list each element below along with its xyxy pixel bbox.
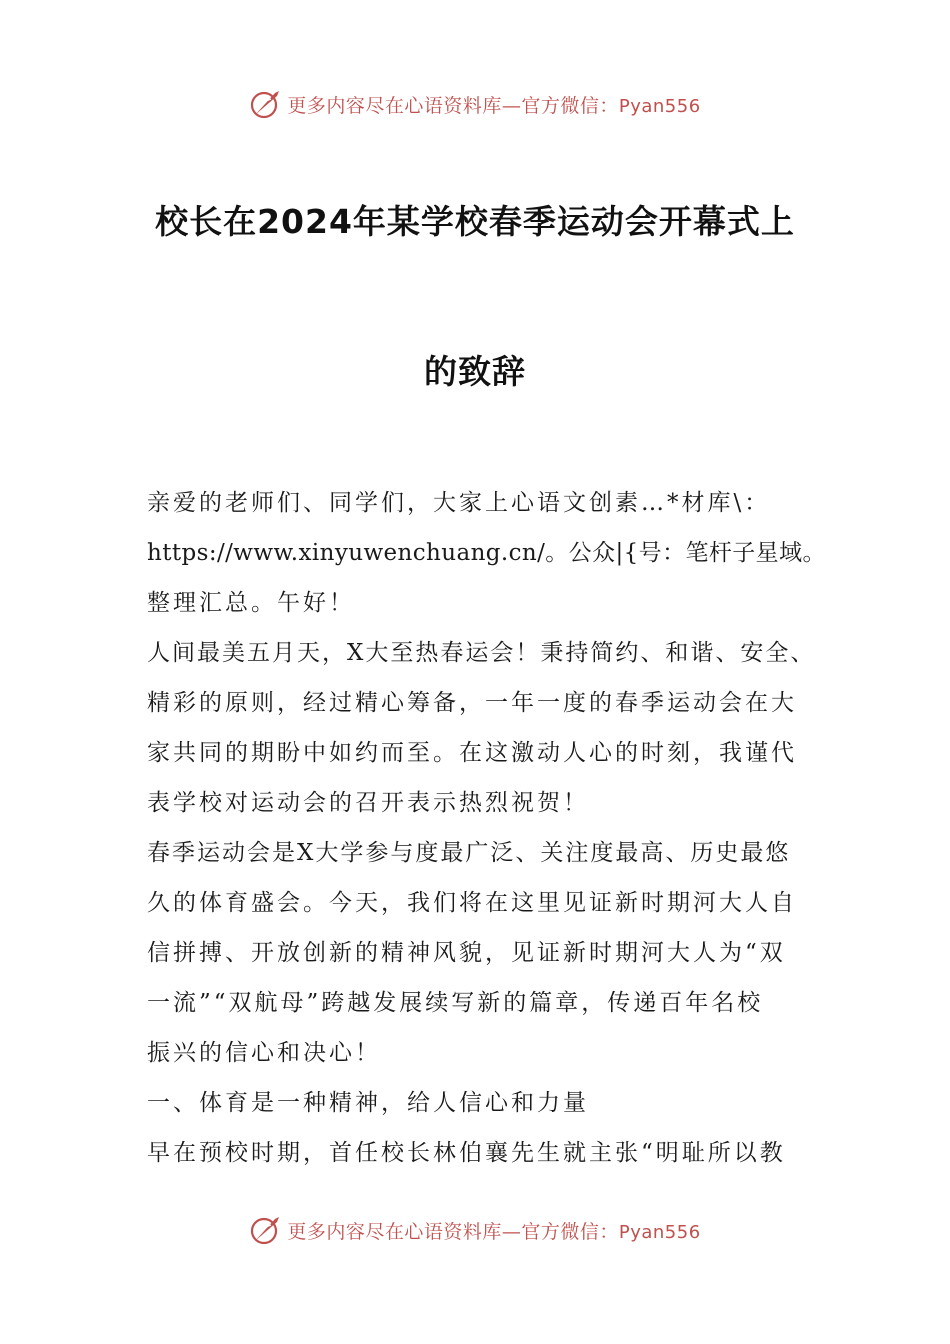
body-line: 早在预校时期，首任校长林伯襄先生就主张“明耻所以教 (147, 1140, 786, 1166)
body-line: 整理汇总。午好！ (147, 590, 355, 616)
body-line: 家共同的期盼中如约而至。在这激动人心的时刻，我谨代 (147, 740, 797, 766)
body-line: 精彩的原则，经过精心筹备，一年一度的春季运动会在大 (147, 690, 797, 716)
section-heading: 一、体育是一种精神，给人信心和力量 (147, 1090, 589, 1116)
banner-handle: Pyan556 (618, 95, 701, 117)
body-line: 亲爱的老师们、同学们，大家上心语文创素…*材库\： (147, 490, 771, 516)
body-line: 信拼搏、开放创新的精神风貌，见证新时期河大人为“双 (147, 940, 786, 966)
document-title-line-1: 校长在2024年某学校春季运动会开幕式上 (155, 202, 795, 241)
body-line: 一流”“双航母”跨越发展续写新的篇章，传递百年名校 (147, 990, 764, 1016)
footer-watermark-banner (0, 1210, 950, 1250)
document-title-line-2: 的致辞 (424, 352, 526, 391)
document-body (147, 478, 826, 1178)
body-line: 春季运动会是X大学参与度最广泛、关注度最高、历史最悠 (147, 840, 791, 866)
banner-text: 更多内容尽在心语资料库—官方微信：Pyan556 (287, 1220, 701, 1243)
body-line: 久的体育盛会。今天，我们将在这里见证新时期河大人自 (147, 890, 797, 916)
banner-text: 更多内容尽在心语资料库—官方微信：Pyan556 (287, 94, 701, 117)
body-line: 振兴的信心和决心！ (147, 1040, 381, 1066)
body-line: 人间最美五月天，X大至热春运会！秉持简约、和谐、安全、 (147, 640, 816, 666)
quill-logo-icon (249, 1213, 283, 1247)
quill-logo-icon (249, 87, 283, 121)
body-line: https://www.xinyuwenchuang.cn/。公众|{号：笔杆子星域。 (147, 540, 826, 566)
banner-handle: Pyan556 (618, 1221, 701, 1243)
body-line: 表学校对运动会的召开表示热烈祝贺！ (147, 790, 589, 816)
header-watermark-banner (0, 84, 950, 124)
